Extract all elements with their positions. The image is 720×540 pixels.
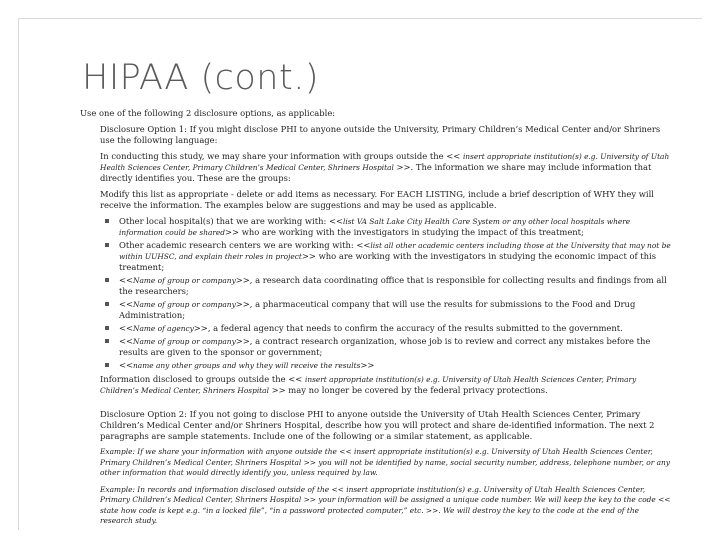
text-run-italic: name any other groups and why they will receive the results [133, 361, 361, 370]
text-run: << [119, 275, 134, 285]
text-run: >>. The information we share may include information that directly identifies you. These are the groups: [100, 162, 652, 183]
text-run: Other academic research centers we are working with: << [119, 240, 371, 250]
text-run: In conducting this study, we may share your information with groups outside the << [100, 151, 463, 161]
text-run: >>, a pharmaceutical company that will use the results for submissions to the Food and Drug Administration; [119, 299, 636, 320]
slide-border-top [18, 18, 702, 19]
option-1-closing [100, 374, 672, 396]
list-item [100, 275, 672, 297]
text-run-italic: insert appropriate institution(s) e.g. University of Utah Health Sciences Center, Primary Children’s Medical Center, Shriners Hospital [100, 375, 637, 395]
text-run: << [119, 360, 134, 370]
list-item [100, 336, 672, 358]
text-run: >>, a federal agency that needs to confirm the accuracy of the results submitted to the government. [193, 323, 623, 333]
option-1-paragraph-2: Modify this list as appropriate - delete or add items as necessary. For EACH LISTING, include a brief description of WHY they will receive the information. The examples below are suggestions and may be used as applicable. [100, 189, 654, 210]
text-run-italic: Name of group or company [133, 337, 236, 346]
text-run: Other local hospital(s) that we are working with: << [119, 216, 343, 226]
text-run: >>, a research data coordinating office that is responsible for collecting results and findings from all the researchers; [119, 275, 667, 296]
text-run: >> who are working with the investigators in studying the impact of this treatment; [225, 227, 584, 237]
text-run: >> who are working with the investigators in studying the economic impact of this treatment; [119, 251, 657, 272]
option-1-heading: Disclosure Option 1: If you might disclose PHI to anyone outside the University, Primary Children’s Medical Center and/or Shriners use the following language: [100, 124, 661, 145]
text-run: << [119, 299, 134, 309]
list-item [100, 360, 672, 371]
text-run-italic: Name of group or company [133, 300, 236, 309]
list-item [100, 299, 672, 321]
text-run: >>, a contract research organization, whose job is to review and correct any mistakes before the results are given to the sponsor or government; [119, 336, 651, 357]
text-run: Information disclosed to groups outside the << [100, 374, 305, 384]
text-run-italic: list all other academic centers including those at the University that may not be within UUHSC, and explain their roles in project [119, 241, 671, 261]
option-1-paragraph-1 [100, 151, 672, 184]
slide-content [80, 108, 672, 533]
option-2-example-2: Example: In records and information disclosed outside of the << insert appropriate institution(s) e.g. University of Utah Health Sciences Center, Primary Children’s Medical Center, Shriners Hospital >> your information will be assigned a unique code number. We will keep the key to the code << state how code is kept e.g. “in a locked file”, “in a password protected computer,” etc. >>. We will destroy the key to the code at the end of the research study. [100, 484, 671, 525]
text-run-italic: Name of agency [133, 324, 194, 333]
option-1-block [100, 124, 672, 527]
slide-border-left [18, 18, 19, 530]
list-item [100, 240, 672, 273]
spacer [100, 401, 672, 409]
text-run: << [119, 323, 134, 333]
recipient-list [100, 216, 672, 371]
list-item [100, 216, 672, 238]
list-item [100, 323, 672, 334]
text-run-italic: list VA Salt Lake City Health Care System or any other local hospitals where information could be shared [119, 217, 631, 237]
option-2-example-1: Example: If we share your information with anyone outside the << insert appropriate institution(s) e.g. University of Utah Health Sciences Center, Primary Children’s Medical Center, Shriners Hospital >> you will not be identified by name, social security number, address, telephone number, or any other information that would directly identify you, unless required by law. [100, 447, 670, 477]
text-run: << [119, 336, 134, 346]
option-2-heading: Disclosure Option 2: If you not going to disclose PHI to anyone outside the University of Utah Health Sciences Center, Primary Children’s Medical Center and/or Shriners Hospital, describe how you will protect and share de-identified information. The next 2 paragraphs are sample statements. Include one of the following or a similar statement, as applicable. [100, 409, 655, 441]
slide-title: HIPAA (cont.) [82, 58, 319, 98]
text-run-italic: Name of group or company [133, 276, 236, 285]
intro-text: Use one of the following 2 disclosure options, as applicable: [80, 108, 336, 118]
text-run-italic: insert appropriate institution(s) e.g. University of Utah Health Sciences Center, Primary Children’s Medical Center, Shriners Hospital [100, 152, 670, 172]
text-run: >> [360, 360, 375, 370]
text-run: >> may no longer be covered by the federal privacy protections. [268, 385, 548, 395]
